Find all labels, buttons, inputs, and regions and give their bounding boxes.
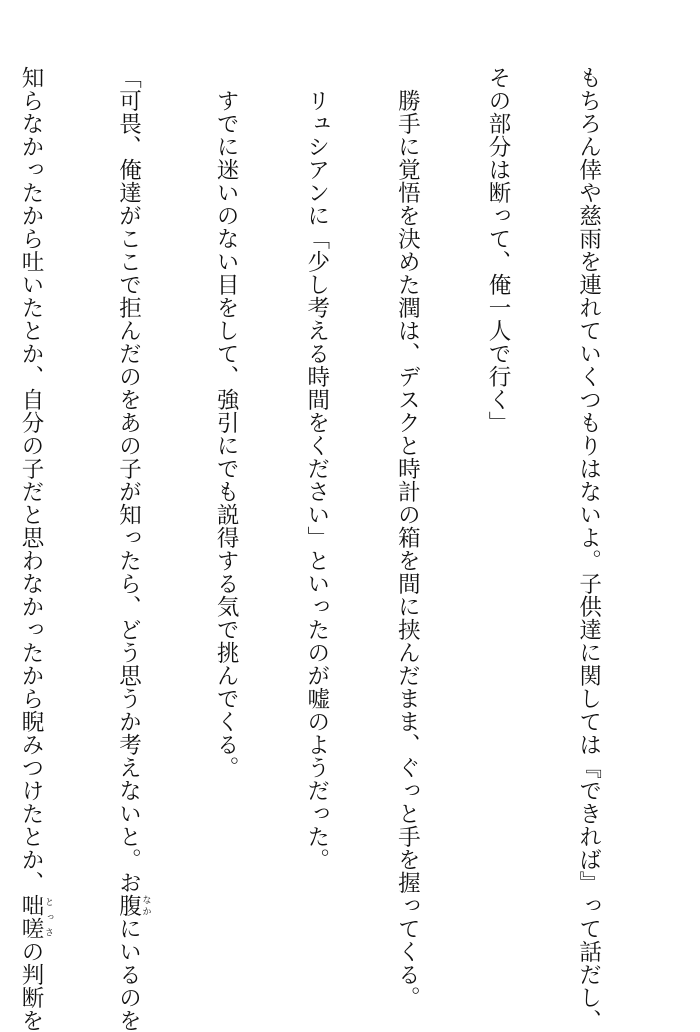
ruby-tossa: 咄嗟 とっさ	[17, 894, 53, 940]
text-line-5: すでに迷いのない目をして、強引にでも説得する気で挑んでくる。	[213, 66, 240, 779]
vertical-text-block	[0, 66, 664, 1032]
ruby-reading-onaka: なか	[140, 894, 151, 917]
text-line-3: 勝手に覚悟を決めた潤は、デスクと時計の箱を間に挟んだまま、ぐっと手を握ってくる。	[394, 66, 421, 1009]
text-line-4: リュシアンに「少し考える時間をください」といったのが嘘のようだった。	[303, 66, 330, 871]
text-line-6: 「可畏、俺達がここで拒んだのをあの子が知ったら、どう思うか考えないと。お腹 なかにいるのを	[115, 66, 151, 1032]
ruby-reading-tossa: とっさ	[42, 894, 53, 940]
text-line-7: 知らなかったから吐いたとか、自分の子だと思わなかったから睨みつけたとか、咄嗟 とっさの判断を	[17, 66, 53, 1032]
ruby-onaka: 腹 なか	[115, 894, 151, 917]
text-line-2: その部分は断って、俺一人で行く」	[484, 66, 511, 434]
text-line-1: もちろん倖や慈雨を連れていくつもりはないよ。子供達に関しては『できれば』って話だし、	[575, 66, 602, 1032]
